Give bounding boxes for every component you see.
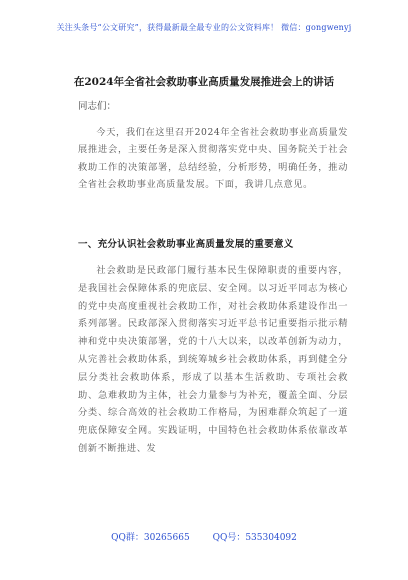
qq-number-text: QQ号：535304092: [212, 533, 297, 543]
document-title: 在2024年全省社会救助事业高质量发展推进会上的讲话: [73, 76, 335, 88]
section-heading: 一、充分认识社会救助事业高质量发展的重要意义: [78, 239, 294, 250]
qq-group-text: QQ群：30265665: [111, 533, 190, 543]
promo-banner: 关注头条号“公文研究”，获得最新最全最专业的公文资料库！ 微信：gongwenyj: [56, 23, 352, 32]
contact-footer: [0, 530, 408, 543]
salutation: 同志们：: [78, 101, 117, 112]
intro-paragraph: 今天，我们在这里召开2024年全省社会救助事业高质量发展推进会，主要任务是深入贯彻落实党中央、国务院关于社会救助工作的决策部署，总结经验，分析形势，明确任务，推动全省社会救助事业高质量发展。下面，我讲几点意见。: [78, 127, 348, 191]
section-paragraph: 社会救助是民政部门履行基本民生保障职责的重要内容，是我国社会保障体系的兜底层、安全网。以习近平同志为核心的党中央高度重视社会救助工作，对社会救助体系建设作出一系列部署。民政部深入贯彻落实习近平总书记重要指示批示精神和党中央决策部署，党的十八大以来，以改革创新为动力，从完善社会救助体系，到统筹城乡社会救助体系，再到健全分层分类社会救助体系，形成了以基本生活救助、专项社会救助、急难救助为主体，社会力量参与为补充，覆盖全面、分层分类、综合高效的社会救助工作格局，为困难群众筑起了一道兜底保障安全网。实践证明，中国特色社会救助体系依靠改革创新不断推进、发: [78, 265, 348, 454]
